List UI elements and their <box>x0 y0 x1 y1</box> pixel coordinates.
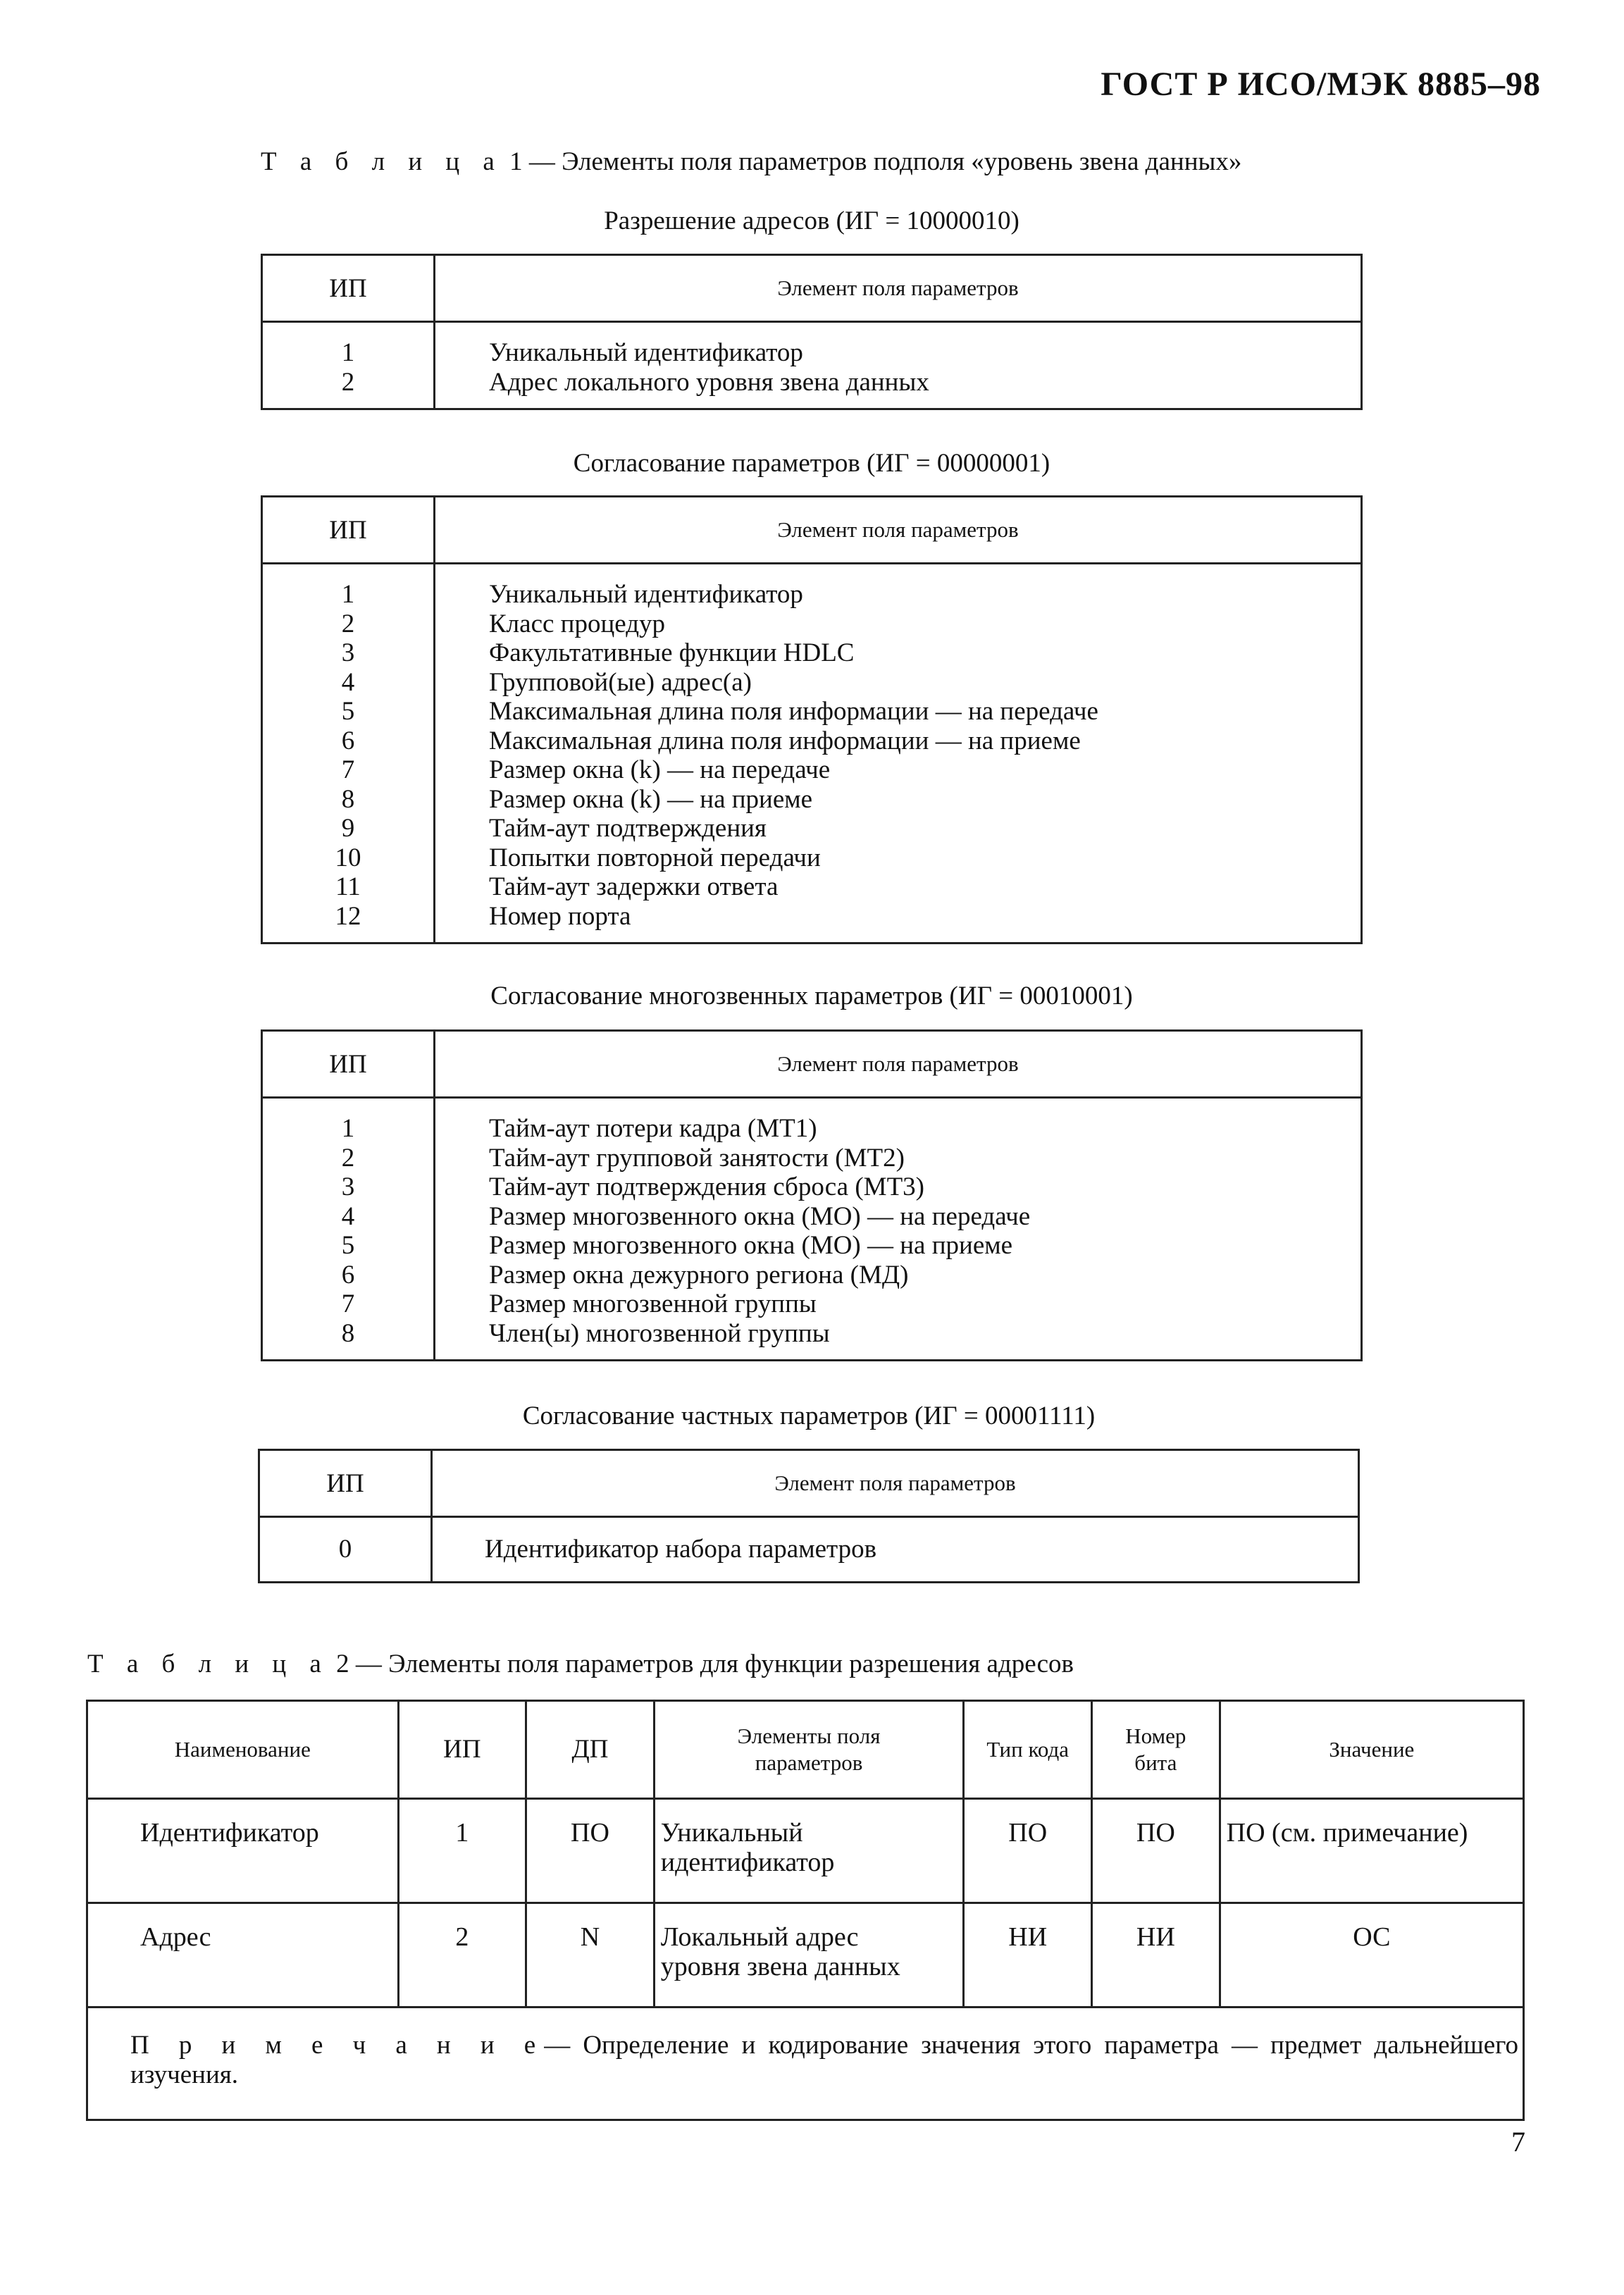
ip-value: 7 <box>341 1289 355 1318</box>
element-text: Уникальный идентификатор <box>489 580 803 609</box>
header-line: Элементы поля <box>737 1724 881 1748</box>
cell-value: ПО (см. примечание) <box>1220 1799 1523 1903</box>
element-column <box>432 1517 1359 1583</box>
ip-value: 11 <box>335 872 361 901</box>
element-text: Размер окна дежурного региона (МД) <box>489 1260 909 1289</box>
element-text: Максимальная длина поля информации — на приеме <box>489 726 1081 755</box>
element-text: Тайм-аут потери кадра (MT1) <box>489 1114 817 1143</box>
element-text: Тайм-аут групповой занятости (MT2) <box>489 1143 905 1173</box>
column-header-name: Наименование <box>87 1701 399 1799</box>
address-resolution-elements-table <box>86 1700 1525 2121</box>
ip-value: 6 <box>341 1260 355 1289</box>
ip-value: 4 <box>341 1201 355 1231</box>
column-header-ip: ИП <box>398 1701 526 1799</box>
cell-ip: 2 <box>398 1903 526 2008</box>
cell-ip: 1 <box>398 1799 526 1903</box>
section-title: Согласование многозвенных параметров (ИГ = 00010001) <box>490 982 1133 1010</box>
ip-value: 2 <box>341 367 355 397</box>
element-text: Адрес локального уровня звена данных <box>489 367 929 397</box>
header-line: параметров <box>755 1750 863 1775</box>
ip-value: 5 <box>341 1231 355 1260</box>
header-line: бита <box>1134 1750 1177 1775</box>
ip-value: 10 <box>335 843 361 872</box>
element-text: Групповой(ые) адрес(а) <box>489 667 752 697</box>
column-header-ip: ИП <box>262 1031 435 1098</box>
column-header-element: Элемент поля параметров <box>435 497 1362 564</box>
cell-code-type: НИ <box>964 1903 1092 2008</box>
table2-caption-text: 2 — Элементы поля параметров для функции разрешения адресов <box>336 1650 1074 1678</box>
element-text: Тайм-аут подтверждения <box>489 814 767 843</box>
page-number: 7 <box>1511 2126 1525 2158</box>
column-header-elements <box>654 1701 964 1799</box>
element-text: Номер порта <box>489 901 631 931</box>
cell-line: идентификатор <box>660 1848 835 1877</box>
table-row <box>87 1799 1524 1903</box>
element-text: Максимальная длина поля информации — на передаче <box>489 697 1098 726</box>
column-header-ip: ИП <box>262 497 435 564</box>
ip-value: 7 <box>341 755 355 784</box>
column-header-element: Элемент поля параметров <box>435 1031 1362 1098</box>
ip-value: 1 <box>341 338 355 367</box>
ip-value: 0 <box>338 1535 352 1564</box>
table2-caption <box>87 1649 1074 1679</box>
ip-value: 5 <box>341 697 355 726</box>
column-header-code-type: Тип кода <box>964 1701 1092 1799</box>
note-label: П р и м е ч а н и е <box>130 2031 545 2060</box>
element-text: Попытки повторной передачи <box>489 843 821 872</box>
ip-value: 9 <box>341 814 355 843</box>
column-header-element: Элемент поля параметров <box>435 255 1362 322</box>
table-row <box>87 1903 1524 2008</box>
cell-line: Локальный адрес <box>660 1922 859 1952</box>
note-text: — Определение и кодирование значения этого параметра — предмет дальнейшего изучения. <box>130 2031 1518 2089</box>
table-note <box>87 2008 1524 2120</box>
cell-bit-number: ПО <box>1092 1799 1220 1903</box>
ip-value: 2 <box>341 1143 355 1173</box>
ip-column <box>262 564 435 944</box>
ip-value: 1 <box>341 1114 355 1143</box>
ip-value: 1 <box>341 580 355 609</box>
ip-value: 12 <box>335 901 361 931</box>
element-text: Член(ы) многозвенной группы <box>489 1318 830 1348</box>
column-header-value: Значение <box>1220 1701 1523 1799</box>
table2-caption-label: Т а б л и ц а <box>87 1650 330 1678</box>
ip-value: 3 <box>341 638 355 667</box>
section-title: Разрешение адресов (ИГ = 10000010) <box>604 206 1019 235</box>
element-text: Тайм-аут задержки ответа <box>489 872 779 901</box>
ip-value: 2 <box>341 609 355 638</box>
cell-name: Идентификатор <box>87 1799 399 1903</box>
section-title: Согласование частных параметров (ИГ = 00001111) <box>522 1402 1096 1430</box>
cell-code-type: ПО <box>964 1799 1092 1903</box>
parameter-table-multilink <box>261 1029 1363 1361</box>
column-header-ip: ИП <box>259 1450 432 1517</box>
ip-column <box>262 322 435 409</box>
table1-caption-text: 1 — Элементы поля параметров подполя «уровень звена данных» <box>509 147 1242 176</box>
cell-line: Уникальный <box>660 1818 803 1848</box>
cell-dp: N <box>526 1903 655 2008</box>
column-header-element: Элемент поля параметров <box>432 1450 1359 1517</box>
parameter-table-address-resolution <box>261 254 1363 410</box>
column-header-bit-number <box>1092 1701 1220 1799</box>
cell-elements <box>654 1903 964 2008</box>
element-text: Размер многозвенного окна (MO) — на приеме <box>489 1231 1013 1260</box>
cell-bit-number: НИ <box>1092 1903 1220 2008</box>
cell-name: Адрес <box>87 1903 399 2008</box>
element-text: Уникальный идентификатор <box>489 338 803 367</box>
element-column <box>435 564 1362 944</box>
parameter-table-private <box>258 1449 1360 1583</box>
document-header: ГОСТ Р ИСО/МЭК 8885–98 <box>1101 66 1541 103</box>
header-line: Номер <box>1125 1724 1186 1748</box>
element-text: Идентификатор набора параметров <box>485 1535 877 1564</box>
ip-value: 6 <box>341 726 355 755</box>
cell-dp: ПО <box>526 1799 655 1903</box>
element-text: Размер окна (k) — на приеме <box>489 784 813 814</box>
element-text: Класс процедур <box>489 609 666 638</box>
element-text: Размер многозвенной группы <box>489 1289 817 1318</box>
element-text: Размер окна (k) — на передаче <box>489 755 831 784</box>
ip-value: 8 <box>341 1318 355 1348</box>
ip-value: 8 <box>341 784 355 814</box>
table1-caption-label: Т а б л и ц а <box>261 147 503 176</box>
column-header-ip: ИП <box>262 255 435 322</box>
note-row <box>87 2008 1524 2120</box>
cell-value: ОС <box>1220 1903 1523 2008</box>
ip-value: 4 <box>341 667 355 697</box>
ip-value: 3 <box>341 1173 355 1201</box>
element-column <box>435 1098 1362 1361</box>
parameter-table-negotiation <box>261 495 1363 944</box>
element-text: Размер многозвенного окна (MO) — на передаче <box>489 1201 1031 1231</box>
ip-column <box>259 1517 432 1583</box>
element-column <box>435 322 1362 409</box>
table1-caption <box>261 147 1241 177</box>
cell-elements <box>654 1799 964 1903</box>
element-text: Тайм-аут подтверждения сброса (MT3) <box>489 1173 924 1201</box>
section-title: Согласование параметров (ИГ = 00000001) <box>573 449 1050 478</box>
column-header-dp: ДП <box>526 1701 655 1799</box>
cell-line: уровня звена данных <box>660 1952 900 1981</box>
ip-column <box>262 1098 435 1361</box>
element-text: Факультативные функции HDLC <box>489 638 855 667</box>
